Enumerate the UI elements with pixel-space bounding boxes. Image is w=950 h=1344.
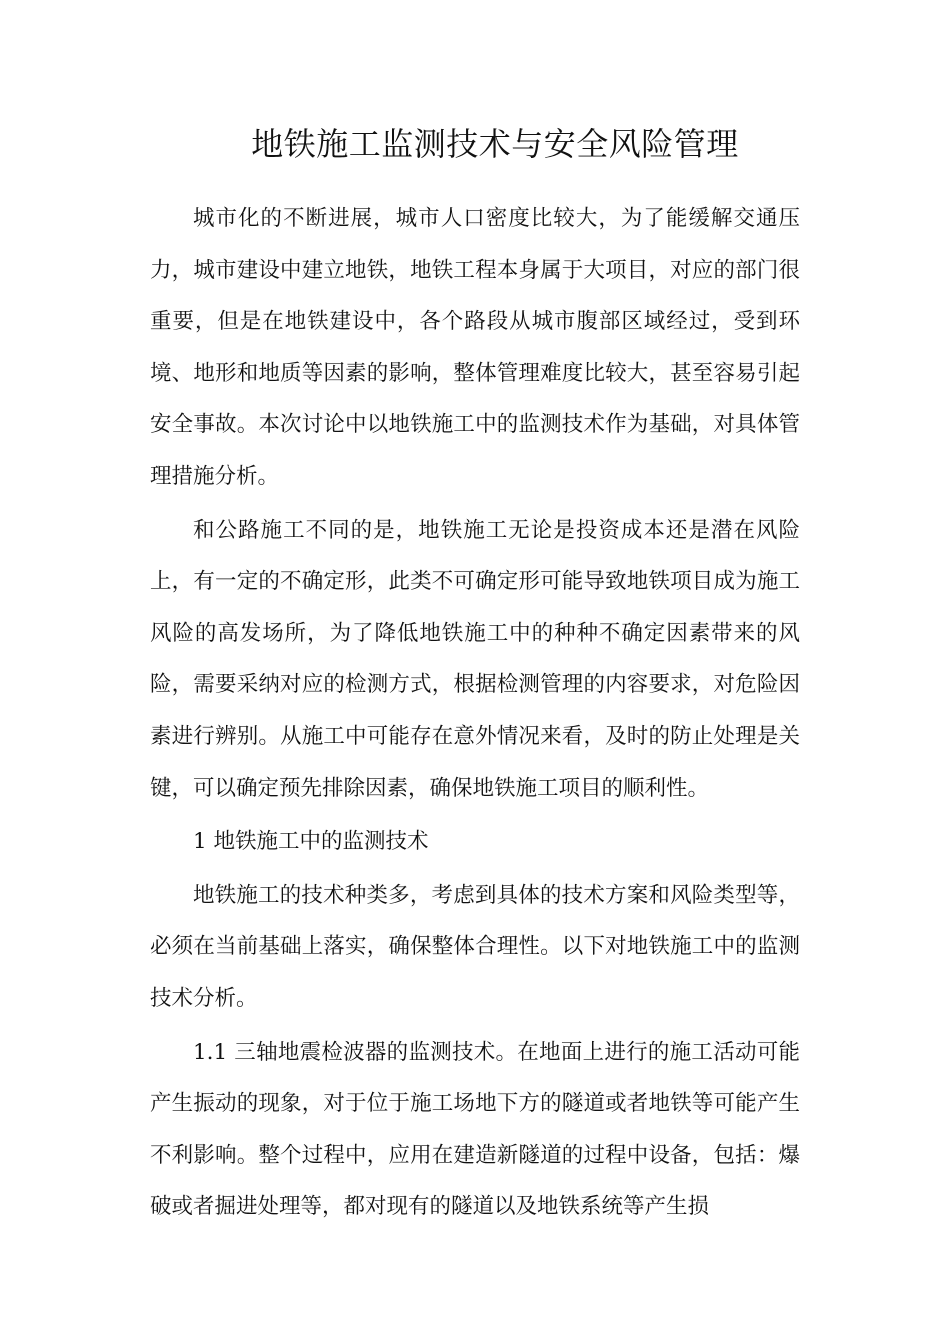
section-1-paragraph: 地铁施工的技术种类多，考虑到具体的技术方案和风险类型等，必须在当前基础上落实，确保整体合理性。以下对地铁施工中的监测技术分析。	[150, 882, 800, 1011]
section-1-1-paragraph: 1.1 三轴地震检波器的监测技术。在地面上进行的施工活动可能产生振动的现象，对于位于施工场地下方的隧道或者地铁等可能产生不利影响。整个过程中，应用在建造新隧道的过程中设备，包括：爆破或者掘进处理等，都对现有的隧道以及地铁系统等产生损	[150, 1039, 800, 1220]
intro-paragraph-1: 城市化的不断进展，城市人口密度比较大，为了能缓解交通压力，城市建设中建立地铁，地铁工程本身属于大项目，对应的部门很重要，但是在地铁建设中，各个路段从城市腹部区域经过，受到环境、地形和地质等因素的影响，整体管理难度比较大，甚至容易引起安全事故。本次讨论中以地铁施工中的监测技术作为基础，对具体管理措施分析。	[150, 206, 800, 489]
intro-paragraph-2: 和公路施工不同的是，地铁施工无论是投资成本还是潜在风险上，有一定的不确定形，此类不可确定形可能导致地铁项目成为施工风险的高发场所，为了降低地铁施工中的种种不确定因素带来的风险，需要采纳对应的检测方式，根据检测管理的内容要求，对危险因素进行辨别。从施工中可能存在意外情况来看，及时的防止处理是关键，可以确定预先排除因素，确保地铁施工项目的顺利性。	[150, 517, 800, 801]
document-body	[150, 193, 800, 1235]
document-title: 地铁施工监测技术与安全风险管理	[251, 125, 739, 163]
section-1-heading: 1 地铁施工中的监测技术	[193, 829, 429, 855]
